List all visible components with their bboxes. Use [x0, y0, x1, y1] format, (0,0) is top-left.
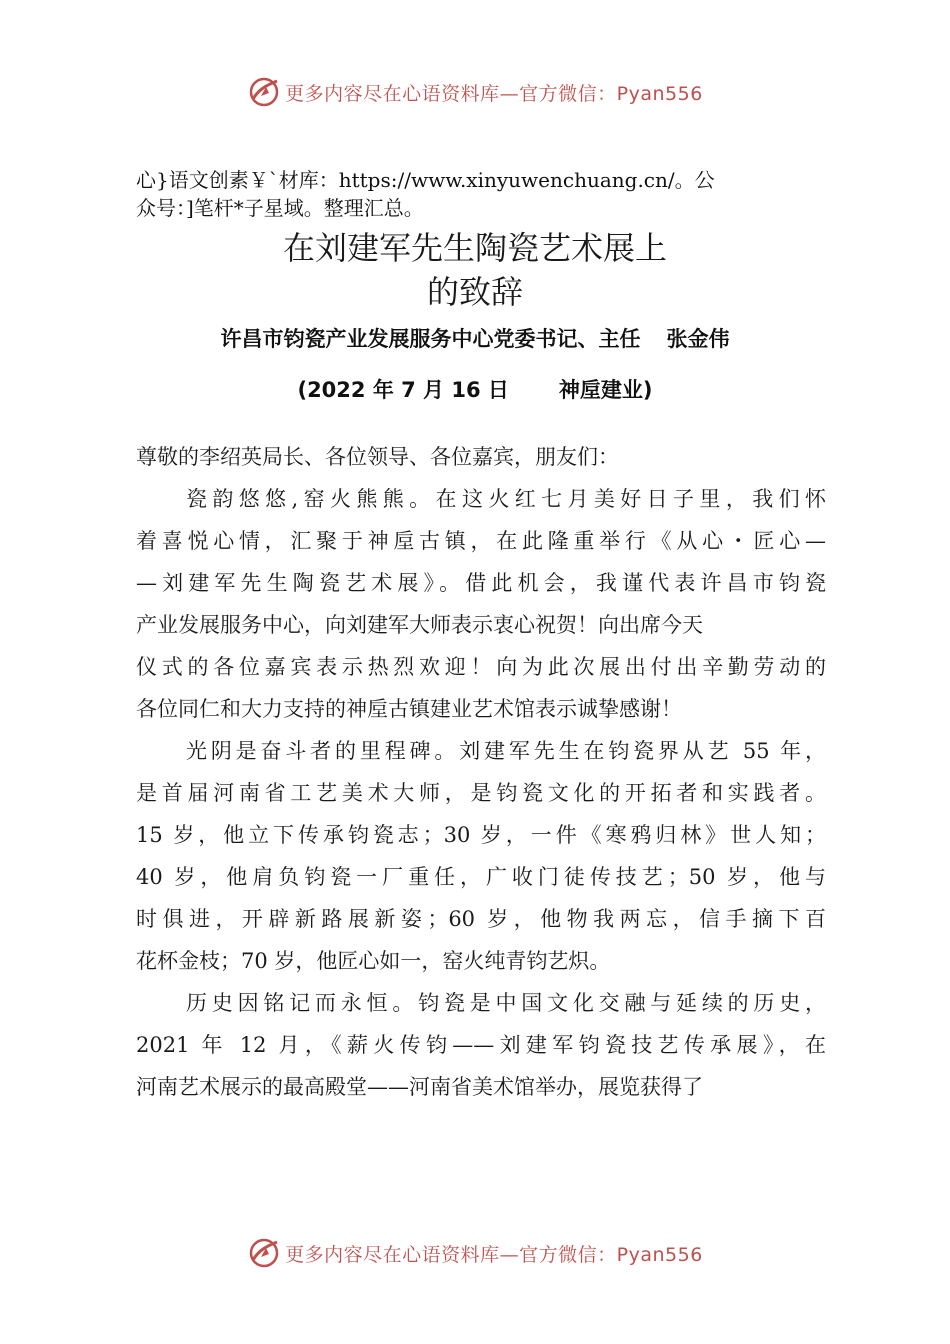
watermark-text: 更多内容尽在心语资料库—官方微信：Pyan556 — [285, 82, 703, 105]
body-line: 时俱进，开辟新路展新姿；60 岁，他物我两忘，信手摘下百 — [136, 907, 826, 931]
document-title-line-2: 的致辞 — [426, 273, 523, 311]
xinyu-logo-icon — [247, 1236, 281, 1270]
body-line: 40 岁，他肩负钧瓷一厂重任，广收门徒传技艺；50 岁，他与 — [136, 865, 826, 889]
notice-line: 众号：]笔杆*子星域。整理汇总。 — [136, 196, 424, 220]
speaker-name: 张金伟 — [666, 327, 730, 351]
body-line: 瓷韵悠悠,窑火熊熊。在这火红七月美好日子里，我们怀 — [186, 487, 826, 511]
speaker-org-title: 许昌市钧瓷产业发展服务中心党委书记、主任 — [220, 327, 641, 351]
document-title-line-1: 在刘建军先生陶瓷艺术展上 — [282, 229, 667, 267]
xinyu-logo-icon — [247, 75, 281, 109]
body-line: —刘建军先生陶瓷艺术展》。借此机会，我谨代表许昌市钧瓷 — [136, 571, 826, 595]
body-line: 光阴是奋斗者的里程碑。刘建军先生在钧瓷界从艺 55 年， — [186, 739, 826, 763]
speech-date: (2022 年 7 月 16 日 — [297, 378, 509, 402]
header-watermark — [0, 72, 950, 112]
speech-place: 神垕建业) — [558, 378, 653, 402]
body-line: 着喜悦心情，汇聚于神垕古镇，在此隆重举行《从心・匠心— — [136, 529, 826, 553]
date-place-line — [0, 375, 950, 405]
salutation: 尊敬的李绍英局长、各位领导、各位嘉宾，朋友们： — [136, 445, 619, 469]
body-line: 花杯金枝；70 岁，他匠心如一，窑火纯青钧艺炽。 — [136, 949, 611, 973]
body-line: 历史因铭记而永恒。钧瓷是中国文化交融与延续的历史， — [186, 991, 826, 1015]
body-line: 是首届河南省工艺美术大师，是钧瓷文化的开拓者和实践者。 — [136, 781, 826, 805]
speech-body — [136, 436, 826, 1108]
speaker-line — [0, 324, 950, 354]
body-line: 2021 年 12 月，《薪火传钧——刘建军钧瓷技艺传承展》，在 — [136, 1033, 826, 1057]
body-line: 产业发展服务中心，向刘建军大师表示衷心祝贺！向出席今天 — [136, 613, 703, 637]
notice-line: 心}语文创素￥`材库：https://www.xinyuwenchuang.cn/。公 — [136, 168, 715, 192]
body-line: 各位同仁和大力支持的神垕古镇建业艺术馆表示诚挚感谢！ — [136, 697, 682, 721]
footer-watermark — [0, 1233, 950, 1273]
source-notice — [136, 166, 826, 222]
body-line: 仪式的各位嘉宾表示热烈欢迎！向为此次展出付出辛勤劳动的 — [136, 655, 826, 679]
body-line: 河南艺术展示的最高殿堂——河南省美术馆举办，展览获得了 — [136, 1075, 703, 1099]
body-line: 15 岁，他立下传承钧瓷志；30 岁，一件《寒鸦归林》世人知； — [136, 823, 826, 847]
watermark-text: 更多内容尽在心语资料库—官方微信：Pyan556 — [285, 1243, 703, 1266]
